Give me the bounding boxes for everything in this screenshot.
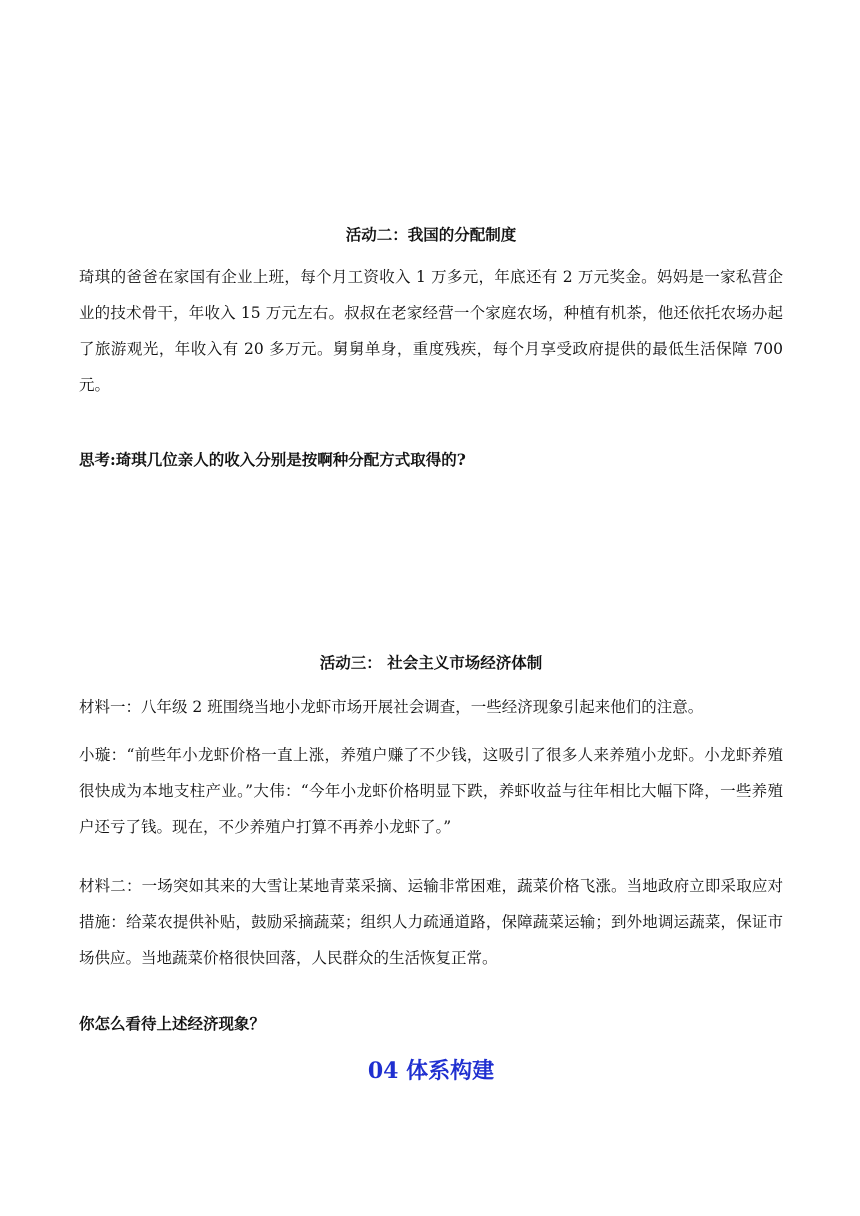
activity2-question: 思考:琦琪几位亲人的收入分别是按啊种分配方式取得的? <box>79 450 466 469</box>
activity3-question: 你怎么看待上述经济现象？ <box>79 1014 266 1033</box>
activity3-material2: 材料二：一场突如其来的大雪让某地青菜采摘、运输非常困难，蔬菜价格飞涨。当地政府立即采取应对措施：给菜农提供补贴，鼓励采摘蔬菜；组织人力疏通道路，保障蔬菜运输；到外地调运蔬菜，保证市场供应。当地蔬菜价格很快回落，人民群众的生活恢复正常。 <box>79 877 783 967</box>
activity3-heading: 活动三： 社会主义市场经济体制 <box>319 653 543 672</box>
activity2-paragraph: 琦琪的爸爸在家国有企业上班，每个月工资收入 1 万多元，年底还有 2 万元奖金。妈妈是一家私营企业的技术骨干，年收入 15 万元左右。叔叔在老家经营一个家庭农场，种植有机茶，他还依托农场办起了旅游观光，年收入有 20 多万元。舅舅单身，重度残疾，每个月享受政府提供的最低生活保障 700 元。 <box>79 268 783 394</box>
activity3-dialogue: 小璇：“前些年小龙虾价格一直上涨，养殖户赚了不少钱，这吸引了很多人来养殖小龙虾。小龙虾养殖很快成为本地支柱产业。”大伟：“今年小龙虾价格明显下跌，养虾收益与往年相比大幅下降，一些养殖户还亏了钱。现在，不少养殖户打算不再养小龙虾了。” <box>79 746 783 836</box>
section-title: 04 体系构建 <box>367 1058 495 1084</box>
activity2-heading: 活动二：我国的分配制度 <box>345 225 517 244</box>
activity3-material1: 材料一：八年级 2 班围绕当地小龙虾市场开展社会调查，一些经济现象引起来他们的注意。 <box>79 698 704 716</box>
